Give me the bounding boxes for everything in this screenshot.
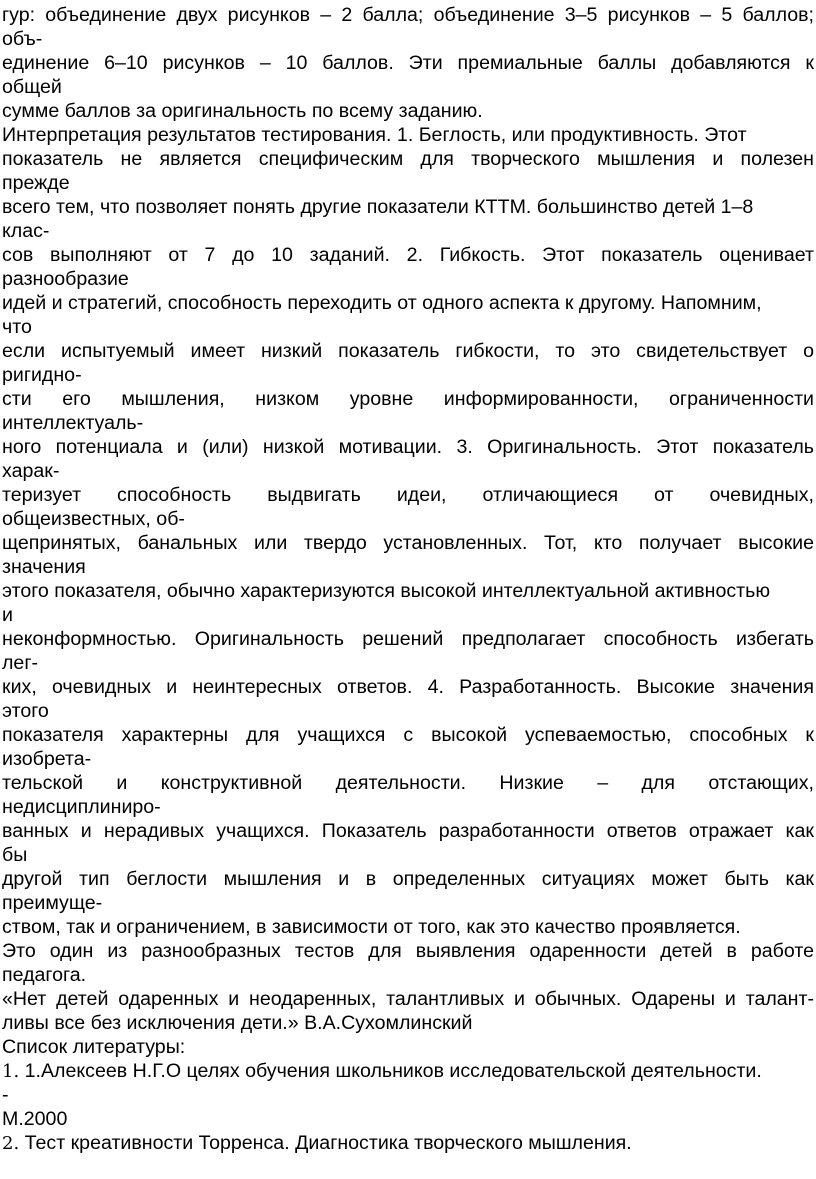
text-line: педагога. bbox=[2, 964, 87, 986]
reference-number: 2. bbox=[2, 1133, 20, 1154]
text-line: теризует способность выдвигать идеи, отличающиеся от очевидных, bbox=[2, 484, 814, 506]
reference-item bbox=[2, 1083, 814, 1107]
text-line: если испытуемый имеет низкий показатель гибкости, то это свидетельствует о bbox=[2, 340, 814, 362]
reference-number: 1. bbox=[2, 1061, 20, 1082]
reference-text: 1.Алексеев Н.Г.О целях обучения школьников исследовательской деятельности. bbox=[19, 1060, 762, 1082]
text-line: клас- bbox=[2, 220, 50, 242]
text-line: ливы все без исключения дети.» В.А.Сухомлинский bbox=[2, 1012, 473, 1034]
text-line: «Нет детей одаренных и неодаренных, талантливых и обычных. Одарены и талант- bbox=[2, 988, 814, 1010]
text-line: показателя характерны для учащихся с высокой успеваемостью, способных к bbox=[2, 724, 814, 746]
text-line: и bbox=[2, 604, 13, 626]
text-line: показатель не является специфическим для творческого мышления и полезен bbox=[2, 148, 814, 170]
text-line: гур: объединение двух рисунков – 2 балла; объединение 3–5 рисунков – 5 баллов; bbox=[2, 4, 814, 26]
text-line: неконформностью. Оригинальность решений предполагает способность избегать bbox=[2, 628, 814, 650]
text-line: значения bbox=[2, 556, 86, 578]
text-line: сов выполняют от 7 до 10 заданий. 2. Гибкость. Этот показатель оценивает bbox=[2, 244, 814, 266]
text-line: преимуще- bbox=[2, 892, 103, 914]
text-line: щепринятых, банальных или твердо установленных. Тот, кто получает высокие bbox=[2, 532, 814, 554]
text-line: объ- bbox=[2, 28, 43, 50]
text-line: ством, так и ограничением, в зависимости от того, как это качество проявляется. bbox=[2, 916, 741, 938]
text-line: общей bbox=[2, 76, 62, 98]
text-line: Список литературы: bbox=[2, 1036, 186, 1058]
reference-item bbox=[2, 1131, 814, 1155]
text-line: разнообразие bbox=[2, 268, 129, 290]
reference-item bbox=[2, 1059, 814, 1083]
text-line: лег- bbox=[2, 652, 39, 674]
text-line: харак- bbox=[2, 460, 60, 482]
text-line: ригидно- bbox=[2, 364, 82, 386]
text-line: этого bbox=[2, 700, 49, 722]
reference-text: - bbox=[2, 1084, 9, 1106]
reference-text: Тест креативности Торренса. Диагностика творческого мышления. bbox=[19, 1132, 632, 1154]
text-line: интеллектуаль- bbox=[2, 412, 144, 434]
text-line: этого показателя, обычно характеризуются высокой интеллектуальной активностью bbox=[2, 580, 771, 602]
text-line: ного потенциала и (или) низкой мотивации. 3. Оригинальность. Этот показатель bbox=[2, 436, 814, 458]
text-line: Это один из разнообразных тестов для выявления одаренности детей в работе bbox=[2, 940, 814, 962]
text-line: изобрета- bbox=[2, 748, 92, 770]
text-line: единение 6–10 рисунков – 10 баллов. Эти премиальные баллы добавляются к bbox=[2, 52, 814, 74]
reference-item bbox=[2, 1107, 814, 1131]
text-line: прежде bbox=[2, 172, 70, 194]
text-line: сти его мышления, низком уровне информированности, ограниченности bbox=[2, 388, 814, 410]
text-line: тельской и конструктивной деятельности. Низкие – для отстающих, bbox=[2, 772, 814, 794]
text-line: Интерпретация результатов тестирования. 1. Беглость, или продуктивность. Этот bbox=[2, 124, 747, 146]
text-line: недисциплиниро- bbox=[2, 796, 161, 818]
text-line: бы bbox=[2, 844, 28, 866]
text-line: другой тип беглости мышления и в определенных ситуациях может быть как bbox=[2, 868, 814, 890]
text-line: сумме баллов за оригинальность по всему заданию. bbox=[2, 100, 483, 122]
reference-text: М.2000 bbox=[2, 1108, 68, 1130]
text-line: что bbox=[2, 316, 32, 338]
text-line: всего тем, что позволяет понять другие показатели КТТМ. большинство детей 1–8 bbox=[2, 196, 754, 218]
text-line: ванных и нерадивых учащихся. Показатель разработанности ответов отражает как bbox=[2, 820, 814, 842]
text-line: ких, очевидных и неинтересных ответов. 4. Разработанность. Высокие значения bbox=[2, 676, 814, 698]
text-line: общеизвестных, об- bbox=[2, 508, 185, 530]
text-line: идей и стратегий, способность переходить от одного аспекта к другому. Напомним, bbox=[2, 292, 762, 314]
